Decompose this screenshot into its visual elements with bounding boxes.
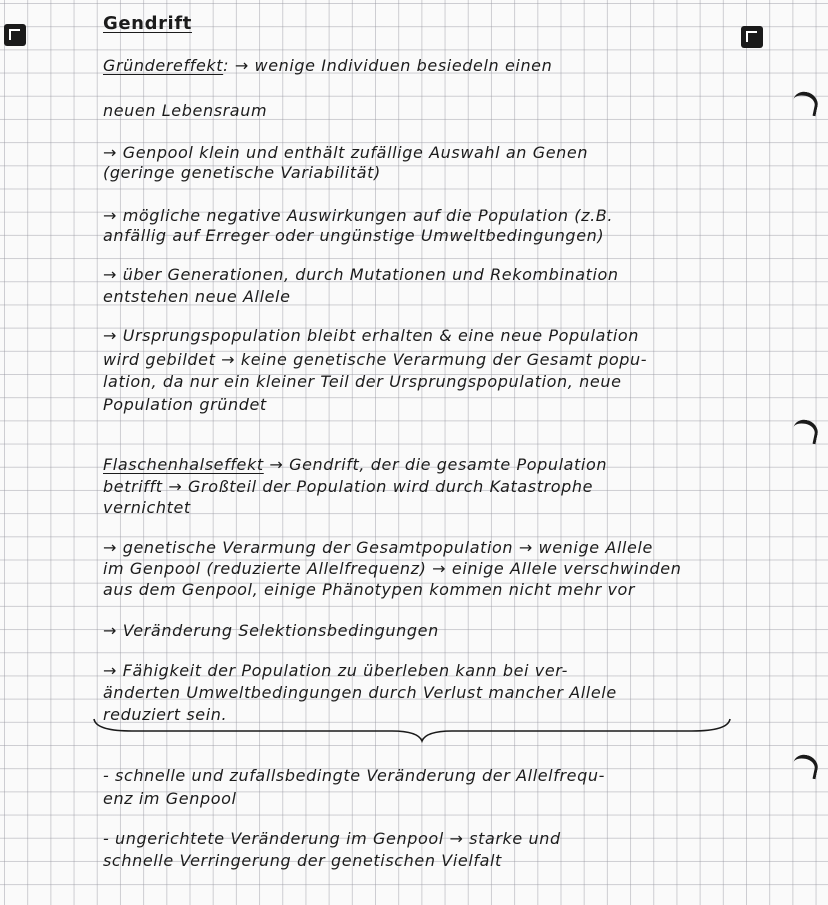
corner-marker-right bbox=[741, 26, 763, 48]
summary-2-line1: - ungerichtete Veränderung im Genpool → starke und bbox=[103, 829, 561, 848]
bottleneck-definition-line1 bbox=[103, 455, 607, 475]
founder-point-1-line2: (geringe genetische Variabilität) bbox=[103, 163, 381, 182]
curly-brace bbox=[92, 717, 732, 743]
founder-point-1-line1: → Genpool klein und enthält zufällige Auswahl an Genen bbox=[103, 143, 589, 162]
founder-point-2-line2: anfällig auf Erreger oder ungünstige Umweltbedingungen) bbox=[103, 226, 605, 245]
founder-point-2-line1: → mögliche negative Auswirkungen auf die Population (z.B. bbox=[103, 206, 614, 225]
bottleneck-point-2-line1: → Veränderung Selektionsbedingungen bbox=[103, 621, 439, 640]
founder-term: Gründereffekt bbox=[103, 56, 224, 75]
bottleneck-point-1-line3: aus dem Genpool, einige Phänotypen kommen nicht mehr vor bbox=[103, 580, 636, 599]
binder-ring-1 bbox=[791, 90, 820, 117]
bottleneck-definition-rest: → Gendrift, der die gesamte Population bbox=[263, 455, 608, 474]
bottleneck-point-3-line1: → Fähigkeit der Population zu überleben kann bei ver- bbox=[103, 661, 568, 680]
summary-1-line1: - schnelle und zufallsbedingte Veränderung der Allelfrequ- bbox=[103, 766, 605, 785]
founder-point-4-line1: → Ursprungspopulation bleibt erhalten & eine neue Population bbox=[103, 326, 640, 345]
binder-ring-3 bbox=[791, 753, 820, 780]
bottleneck-definition-line3: vernichtet bbox=[103, 498, 191, 517]
founder-definition-rest: : → wenige Individuen besiedeln einen bbox=[223, 56, 553, 75]
bottleneck-point-1-line2: im Genpool (reduzierte Allelfrequenz) → einige Allele verschwinden bbox=[103, 559, 682, 578]
bottleneck-definition-line2: betrifft → Großteil der Population wird durch Katastrophe bbox=[103, 477, 594, 496]
founder-definition-line2: neuen Lebensraum bbox=[103, 101, 268, 120]
founder-point-4-line2: wird gebildet → keine genetische Verarmung der Gesamt popu- bbox=[103, 350, 648, 369]
bottleneck-point-1-line1: → genetische Verarmung der Gesamtpopulation → wenige Allele bbox=[103, 538, 653, 557]
founder-definition-line1 bbox=[103, 56, 552, 76]
bottleneck-point-3-line3: reduziert sein. bbox=[103, 705, 228, 724]
bottleneck-term: Flaschenhalseffekt bbox=[103, 455, 264, 474]
summary-2-line2: schnelle Verringerung der genetischen Vielfalt bbox=[103, 851, 502, 870]
founder-point-4-line3: lation, da nur ein kleiner Teil der Ursprungspopulation, neue bbox=[103, 372, 622, 391]
corner-marker-left bbox=[4, 24, 26, 46]
bottleneck-point-3-line2: änderten Umweltbedingungen durch Verlust mancher Allele bbox=[103, 683, 617, 702]
binder-ring-2 bbox=[791, 418, 820, 445]
page-title: Gendrift bbox=[103, 13, 192, 34]
founder-point-3-line1: → über Generationen, durch Mutationen und Rekombination bbox=[103, 265, 619, 284]
summary-1-line2: enz im Genpool bbox=[103, 789, 237, 808]
founder-point-4-line4: Population gründet bbox=[103, 395, 267, 414]
founder-point-3-line2: entstehen neue Allele bbox=[103, 287, 291, 306]
